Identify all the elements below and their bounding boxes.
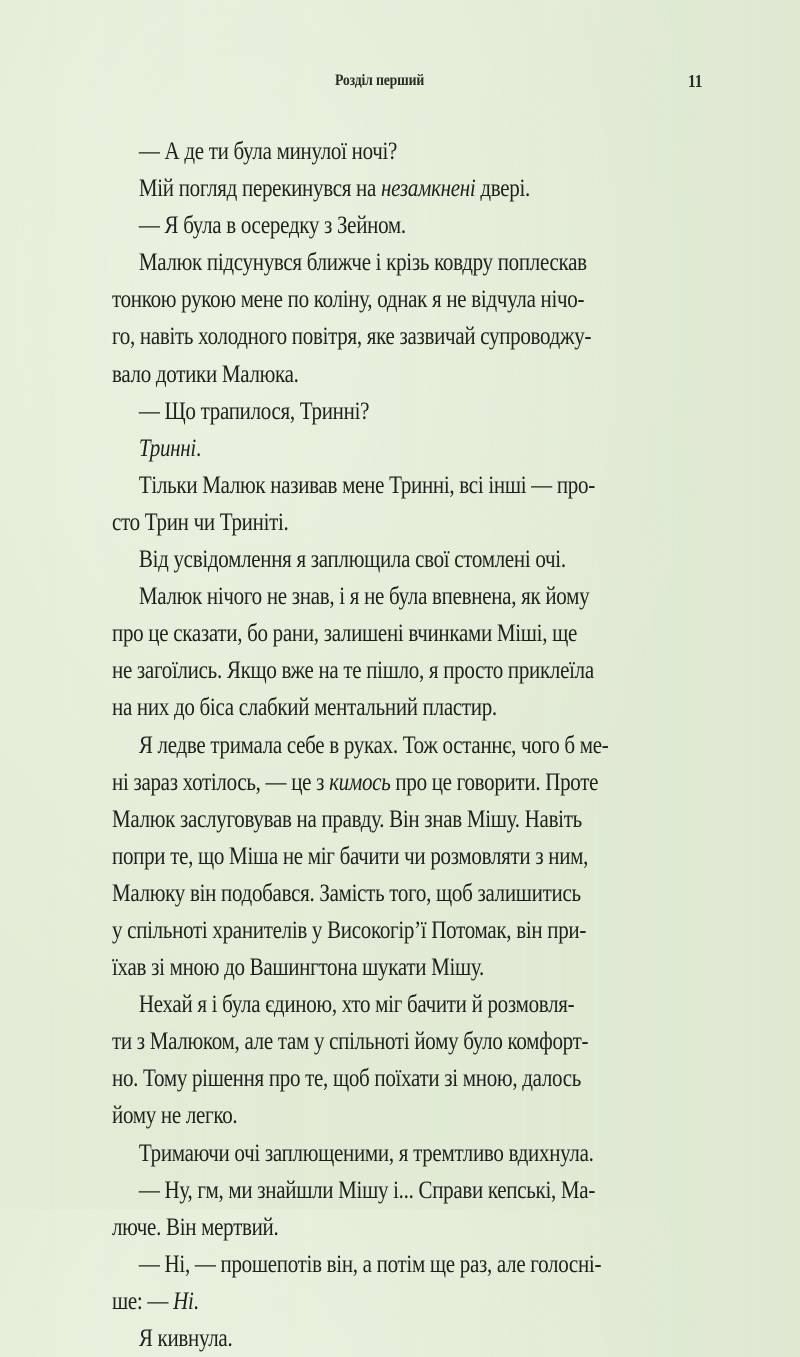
text-line: Малюк підсунувся ближче і крізь ковдру поплескав (138, 249, 587, 277)
text-line: вало дотики Малюка. (112, 360, 299, 388)
text-line: — Що трапилося, Тринні? (138, 397, 370, 425)
text-line: ти з Малюком, але там у спільноті йому було комфорт- (112, 1028, 589, 1056)
text-line: — А де ти була минулої ночі? (138, 138, 398, 165)
text-line: Малюк нічого не знав, і я не була впевнена, як йому (138, 583, 590, 611)
emphasis: Ні (173, 1287, 194, 1315)
text-line: Мій погляд перекинувся на незамкнені двері. (138, 175, 531, 203)
emphasis: Тринні (138, 434, 196, 462)
text-line: на них до біса слабкий ментальний пластир. (112, 694, 497, 722)
text-line: го, навіть холодного повітря, яке зазвичай супроводжу- (112, 323, 592, 351)
text-line: Я ледве тримала себе в руках. Тож останнє, чого б ме- (138, 731, 609, 759)
text-line: не загоїлись. Якщо вже на те пішло, я просто приклеїла (112, 657, 594, 685)
running-header (0, 72, 800, 96)
text-line: тонкою рукою мене по коліну, однак я не відчула нічо- (112, 286, 585, 314)
text-line: про це сказати, бо рани, залишені вчинками Міші, ще (112, 620, 578, 648)
text-line: люче. Він мертвий. (112, 1213, 279, 1241)
page-number: 11 (688, 71, 703, 91)
text-line: ше: — Ні. (112, 1287, 199, 1315)
text-line: у спільноті хранителів у Високогір’ї Потомак, він при- (112, 916, 587, 944)
text-line: йому не легко. (112, 1102, 238, 1130)
text-line: Нехай я і була єдиною, хто міг бачити й розмовля- (138, 991, 575, 1019)
text-line: Малюку він подобався. Замість того, щоб залишитись (112, 879, 581, 907)
text-line: Тримаючи очі заплющеними, я тремтливо вдихнула. (138, 1139, 594, 1167)
text-line: Від усвідомлення я заплющила свої стомлені очі. (138, 546, 566, 574)
chapter-title: Розділ перший (335, 72, 425, 89)
text-line: Тринні. (138, 434, 201, 462)
emphasis: кимось (329, 768, 391, 796)
text-line: сто Трин чи Триніті. (112, 508, 289, 536)
text-line: Малюк заслуговував на правду. Він знав Мішу. Навіть (112, 805, 582, 833)
text-line: їхав зі мною до Вашингтона шукати Мішу. (112, 954, 484, 982)
emphasis: незамкнені (380, 175, 476, 203)
text-line: ні зараз хотілось, — це з кимось про це говорити. Проте (112, 768, 599, 796)
text-line: но. Тому рішення про те, щоб поїхати зі мною, далось (112, 1065, 582, 1093)
text-line: — Ну, гм, ми знайшли Мішу і... Справи кепські, Ма- (138, 1176, 596, 1204)
text-line: Я кивнула. (138, 1325, 233, 1352)
text-line: Тільки Малюк називав мене Тринні, всі інші — про- (138, 471, 595, 499)
text-line: попри те, що Міша не міг бачити чи розмовляти з ним, (112, 842, 589, 870)
body-text (112, 133, 714, 1357)
text-line: — Я була в осередку з Зейном. (138, 212, 406, 240)
text-line: — Ні, — прошепотів він, а потім ще раз, але голосні- (138, 1250, 602, 1278)
